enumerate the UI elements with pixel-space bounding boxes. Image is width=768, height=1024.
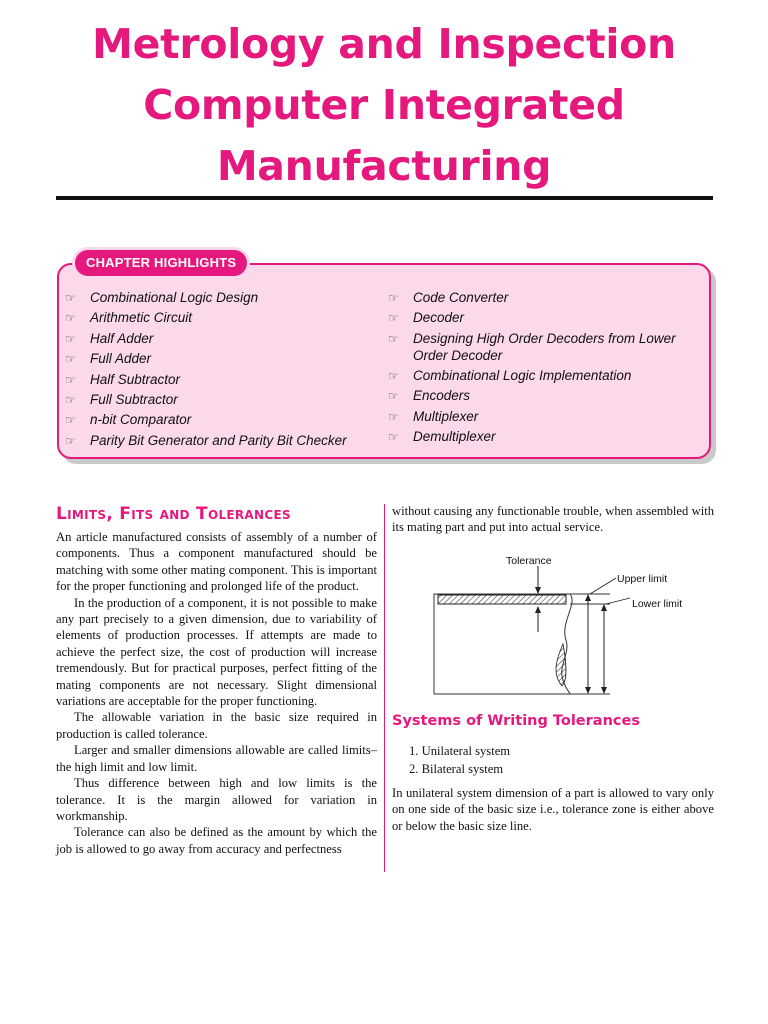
column-divider (384, 504, 385, 872)
highlight-item (388, 388, 708, 405)
highlight-text: Decoder (413, 310, 465, 326)
paragraph: In unilateral system dimension of a part is allowed to vary only on one side of the basic size i.e., tolerance zone is either above or below the basic size line. (392, 786, 714, 833)
systems-list (409, 742, 510, 778)
right-column-continuation (392, 503, 714, 536)
title-line-3: Manufacturing (216, 142, 552, 190)
pointing-hand-icon: ☞ (65, 291, 76, 305)
highlight-text: Parity Bit Generator and Parity Bit Checker (90, 432, 347, 448)
highlight-item (388, 310, 708, 327)
break-hatch (556, 644, 566, 686)
pointing-hand-icon: ☞ (388, 311, 399, 326)
highlight-text: Multiplexer (413, 408, 479, 424)
page-title (0, 14, 768, 197)
highlight-item (388, 290, 708, 307)
title-line-1: Metrology and Inspection (92, 20, 676, 68)
pointing-hand-icon: ☞ (388, 389, 399, 404)
pointing-hand-icon: ☞ (65, 392, 76, 407)
tolerance-diagram (420, 548, 720, 700)
lower-limit-label: Lower limit (632, 598, 683, 610)
paragraph: The allowable variation in the basic size required in production is called tolerance. (56, 710, 377, 741)
paragraph: In the production of a component, it is not possible to make any part precisely to a given dimension, due to variability of elements of production processes. If attempts are made to achieve the perfect size, the cost of production will increase tremendously. But for practical purposes, perfect fitting of the mating components are not necessary. Slight dimensional variations are acceptable for the proper functioning. (56, 595, 377, 709)
pointing-hand-icon: ☞ (388, 368, 399, 383)
title-line-2: Computer Integrated (143, 81, 625, 129)
highlight-text: Full Adder (90, 351, 152, 367)
left-column-text (56, 529, 377, 857)
tolerance-band (438, 595, 566, 604)
pointing-hand-icon: ☞ (388, 430, 399, 445)
upper-limit-label: Upper limit (617, 573, 668, 585)
highlight-item (65, 392, 365, 409)
paragraph: An article manufactured consists of assembly of a number of components. Thus a component manufactured should be matching with some other mating component. This is important for the proper functioning and prolonged life of the product. (56, 530, 377, 594)
unilateral-paragraph (392, 785, 714, 834)
tolerance-label: Tolerance (506, 555, 552, 567)
part-outline (434, 594, 570, 694)
highlight-text: Encoders (413, 388, 471, 404)
pointing-hand-icon: ☞ (65, 413, 76, 428)
highlight-item (388, 331, 708, 365)
highlight-text: Full Subtractor (90, 391, 178, 407)
highlight-item (65, 372, 365, 389)
pointing-hand-icon: ☞ (65, 331, 76, 346)
highlight-item (65, 310, 365, 327)
paragraph: Thus difference between high and low limits is the tolerance. It is the margin allowed for variation in workmanship. (56, 776, 377, 823)
highlight-text: Code Converter (413, 290, 509, 305)
paragraph: without causing any functionable trouble, when assembled with its mating part and put into actual service. (392, 504, 714, 535)
highlight-item (388, 409, 708, 426)
highlight-item (388, 429, 708, 446)
pointing-hand-icon: ☞ (388, 291, 399, 305)
highlight-item (65, 433, 365, 450)
highlight-text: Half Subtractor (90, 371, 181, 387)
highlight-text: Arithmetic Circuit (90, 310, 193, 326)
highlights-list-left (65, 290, 365, 453)
section-heading: Limits, Fits and Tolerances (56, 504, 291, 524)
highlight-text: n-bit Comparator (90, 412, 192, 428)
pointing-hand-icon: ☞ (388, 331, 399, 346)
pointing-hand-icon: ☞ (65, 311, 76, 326)
pointing-hand-icon: ☞ (65, 372, 76, 387)
paragraph: Tolerance can also be defined as the amount by which the job is allowed to go away from accuracy and perfectness (56, 825, 377, 856)
list-item: 1. Unilateral system (409, 744, 511, 758)
pointing-hand-icon: ☞ (65, 433, 76, 448)
highlight-text: Designing High Order Decoders from Lower Order Decoder (413, 330, 676, 363)
highlight-item (65, 412, 365, 429)
highlights-list-right (388, 290, 708, 450)
highlight-text: Combinational Logic Design (90, 290, 259, 305)
highlight-item (65, 351, 365, 368)
pointing-hand-icon: ☞ (388, 409, 399, 424)
highlight-text: Half Adder (90, 330, 154, 346)
subsection-heading: Systems of Writing Tolerances (392, 713, 640, 729)
highlight-text: Demultiplexer (413, 429, 496, 445)
highlight-text: Combinational Logic Implementation (413, 367, 632, 383)
list-item: 2. Bilateral system (409, 762, 504, 776)
pointing-hand-icon: ☞ (65, 352, 76, 367)
highlight-item (388, 368, 708, 385)
title-rule (56, 196, 713, 200)
highlight-item (65, 331, 365, 348)
chapter-highlights-label: CHAPTER HIGHLIGHTS (75, 250, 247, 276)
highlight-item (65, 290, 365, 307)
paragraph: Larger and smaller dimensions allowable are called limits– the high limit and low limit. (56, 743, 377, 774)
